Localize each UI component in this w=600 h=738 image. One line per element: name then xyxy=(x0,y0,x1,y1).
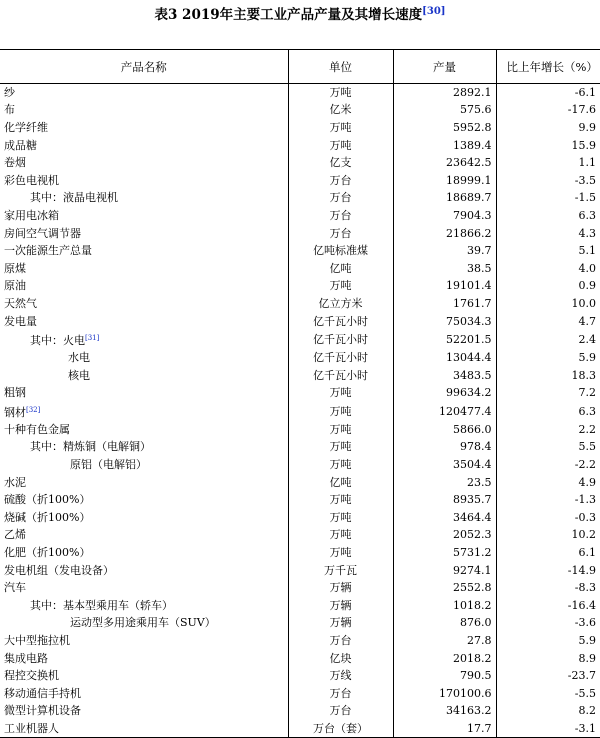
growth-cell: 5.5 xyxy=(496,438,600,456)
growth-cell: 5.9 xyxy=(496,349,600,367)
unit-cell: 亿吨 xyxy=(288,473,393,491)
table-row xyxy=(0,456,600,474)
product-name-cell xyxy=(0,702,288,720)
table-row xyxy=(0,473,600,491)
growth-cell: -17.6 xyxy=(496,101,600,119)
product-name-cell xyxy=(0,649,288,667)
product-name-cell xyxy=(0,189,288,207)
unit-cell: 万台 xyxy=(288,632,393,650)
table-row xyxy=(0,720,600,738)
table-row xyxy=(0,544,600,562)
product-name: 其中：火电 xyxy=(30,333,85,347)
header-unit: 单位 xyxy=(288,50,393,84)
product-name-cell xyxy=(0,207,288,225)
product-name-cell xyxy=(0,509,288,527)
growth-cell: 5.9 xyxy=(496,632,600,650)
header-growth: 比上年增长（%） xyxy=(496,50,600,84)
growth-cell: -1.3 xyxy=(496,491,600,509)
growth-cell: 9.9 xyxy=(496,119,600,137)
product-name: 烧碱（折100%） xyxy=(4,510,91,524)
header-row xyxy=(0,50,600,84)
product-name-cell xyxy=(0,349,288,367)
table-row xyxy=(0,84,600,102)
output-cell: 2552.8 xyxy=(393,579,496,597)
product-name-cell xyxy=(0,632,288,650)
output-cell: 7904.3 xyxy=(393,207,496,225)
product-name-cell xyxy=(0,402,288,421)
output-cell: 52201.5 xyxy=(393,330,496,349)
unit-cell: 万台 xyxy=(288,207,393,225)
growth-cell: -5.5 xyxy=(496,685,600,703)
table-row xyxy=(0,136,600,154)
growth-cell: 4.3 xyxy=(496,224,600,242)
output-cell: 1018.2 xyxy=(393,597,496,615)
product-name: 天然气 xyxy=(4,296,37,310)
unit-cell: 亿块 xyxy=(288,649,393,667)
output-cell: 5952.8 xyxy=(393,119,496,137)
unit-cell: 万吨 xyxy=(288,544,393,562)
growth-cell: 8.2 xyxy=(496,702,600,720)
product-name: 其中：基本型乘用车（轿车） xyxy=(30,598,173,612)
growth-cell: 10.0 xyxy=(496,295,600,313)
unit-cell: 万辆 xyxy=(288,614,393,632)
table-row xyxy=(0,438,600,456)
product-name-cell xyxy=(0,277,288,295)
product-name: 水电 xyxy=(68,351,90,365)
product-name-cell xyxy=(0,438,288,456)
output-cell: 876.0 xyxy=(393,614,496,632)
title-footnote-ref[interactable]: [30] xyxy=(422,6,446,17)
product-name: 原煤 xyxy=(4,261,26,275)
unit-cell: 万台 xyxy=(288,189,393,207)
product-name: 工业机器人 xyxy=(4,721,59,735)
product-name-cell xyxy=(0,421,288,439)
table-row xyxy=(0,259,600,277)
output-cell: 99634.2 xyxy=(393,384,496,402)
output-cell: 5731.2 xyxy=(393,544,496,562)
product-name: 硫酸（折100%） xyxy=(4,493,91,507)
product-name: 原铝（电解铝） xyxy=(70,458,147,472)
product-name-cell xyxy=(0,154,288,172)
growth-cell: 7.2 xyxy=(496,384,600,402)
unit-cell: 万吨 xyxy=(288,119,393,137)
growth-cell: -1.5 xyxy=(496,189,600,207)
table-row xyxy=(0,597,600,615)
output-cell: 1761.7 xyxy=(393,295,496,313)
product-name-cell xyxy=(0,242,288,260)
output-cell: 978.4 xyxy=(393,438,496,456)
unit-cell: 万千瓦 xyxy=(288,561,393,579)
unit-cell: 万吨 xyxy=(288,277,393,295)
output-cell: 27.8 xyxy=(393,632,496,650)
unit-cell: 亿吨标准煤 xyxy=(288,242,393,260)
output-cell: 34163.2 xyxy=(393,702,496,720)
output-cell: 9274.1 xyxy=(393,561,496,579)
product-name: 原油 xyxy=(4,279,26,293)
unit-cell: 万吨 xyxy=(288,526,393,544)
product-name: 运动型多用途乘用车（SUV） xyxy=(70,616,216,630)
table-row xyxy=(0,632,600,650)
table-row xyxy=(0,667,600,685)
product-name: 卷烟 xyxy=(4,156,26,170)
product-name: 大中型拖拉机 xyxy=(4,634,70,648)
table-row xyxy=(0,685,600,703)
unit-cell: 万吨 xyxy=(288,136,393,154)
growth-cell: -16.4 xyxy=(496,597,600,615)
product-name: 发电机组（发电设备） xyxy=(4,563,114,577)
product-name-cell xyxy=(0,101,288,119)
production-table xyxy=(0,49,600,738)
unit-cell: 万吨 xyxy=(288,384,393,402)
growth-cell: -6.1 xyxy=(496,84,600,102)
output-cell: 1389.4 xyxy=(393,136,496,154)
product-name-cell xyxy=(0,561,288,579)
unit-cell: 万吨 xyxy=(288,456,393,474)
growth-cell: -3.5 xyxy=(496,171,600,189)
product-name: 成品糖 xyxy=(4,138,37,152)
unit-cell: 万台 xyxy=(288,685,393,703)
table-row xyxy=(0,224,600,242)
product-name: 其中：精炼铜（电解铜） xyxy=(30,440,151,454)
table-row xyxy=(0,119,600,137)
table-row xyxy=(0,561,600,579)
growth-cell: 4.7 xyxy=(496,312,600,330)
output-cell: 3483.5 xyxy=(393,366,496,384)
unit-cell: 万台（套） xyxy=(288,720,393,738)
product-name-cell xyxy=(0,384,288,402)
unit-cell: 亿千瓦小时 xyxy=(288,330,393,349)
growth-cell: 4.0 xyxy=(496,259,600,277)
header-product-name: 产品名称 xyxy=(0,50,288,84)
table-row xyxy=(0,421,600,439)
unit-cell: 万线 xyxy=(288,667,393,685)
unit-cell: 万吨 xyxy=(288,491,393,509)
footnote-ref[interactable]: [31] xyxy=(85,333,100,342)
product-name: 化肥（折100%） xyxy=(4,546,91,560)
growth-cell: -3.6 xyxy=(496,614,600,632)
table-row xyxy=(0,526,600,544)
growth-cell: -2.2 xyxy=(496,456,600,474)
output-cell: 18999.1 xyxy=(393,171,496,189)
product-name: 粗钢 xyxy=(4,386,26,400)
growth-cell: 15.9 xyxy=(496,136,600,154)
unit-cell: 万吨 xyxy=(288,402,393,421)
product-name: 钢材 xyxy=(4,405,26,419)
growth-cell: 10.2 xyxy=(496,526,600,544)
table-row xyxy=(0,295,600,313)
output-cell: 3504.4 xyxy=(393,456,496,474)
product-name-cell xyxy=(0,330,288,349)
table-row xyxy=(0,277,600,295)
product-name: 水泥 xyxy=(4,475,26,489)
product-name-cell xyxy=(0,84,288,102)
unit-cell: 亿千瓦小时 xyxy=(288,312,393,330)
product-name-cell xyxy=(0,597,288,615)
table-row xyxy=(0,154,600,172)
table-title-text: 表3 2019年主要工业产品产量及其增长速度 xyxy=(154,7,423,23)
output-cell: 5866.0 xyxy=(393,421,496,439)
growth-cell: -3.1 xyxy=(496,720,600,738)
product-name-cell xyxy=(0,491,288,509)
product-name-cell xyxy=(0,579,288,597)
product-name: 汽车 xyxy=(4,581,26,595)
output-cell: 2052.3 xyxy=(393,526,496,544)
unit-cell: 亿支 xyxy=(288,154,393,172)
product-name: 集成电路 xyxy=(4,651,48,665)
output-cell: 38.5 xyxy=(393,259,496,277)
output-cell: 13044.4 xyxy=(393,349,496,367)
growth-cell: 0.9 xyxy=(496,277,600,295)
unit-cell: 万辆 xyxy=(288,597,393,615)
unit-cell: 亿千瓦小时 xyxy=(288,349,393,367)
table-row xyxy=(0,330,600,349)
output-cell: 2018.2 xyxy=(393,649,496,667)
unit-cell: 亿吨 xyxy=(288,259,393,277)
product-name: 一次能源生产总量 xyxy=(4,244,92,258)
product-name-cell xyxy=(0,456,288,474)
growth-cell: 6.3 xyxy=(496,402,600,421)
output-cell: 2892.1 xyxy=(393,84,496,102)
output-cell: 23.5 xyxy=(393,473,496,491)
product-name-cell xyxy=(0,259,288,277)
output-cell: 39.7 xyxy=(393,242,496,260)
product-name: 布 xyxy=(4,103,15,117)
unit-cell: 亿立方米 xyxy=(288,295,393,313)
unit-cell: 亿千瓦小时 xyxy=(288,366,393,384)
unit-cell: 万吨 xyxy=(288,438,393,456)
product-name-cell xyxy=(0,667,288,685)
product-name-cell xyxy=(0,685,288,703)
table-row xyxy=(0,491,600,509)
output-cell: 170100.6 xyxy=(393,685,496,703)
output-cell: 3464.4 xyxy=(393,509,496,527)
table-row xyxy=(0,312,600,330)
growth-cell: 4.9 xyxy=(496,473,600,491)
header-output: 产量 xyxy=(393,50,496,84)
product-name-cell xyxy=(0,171,288,189)
unit-cell: 万吨 xyxy=(288,84,393,102)
table-row xyxy=(0,402,600,421)
unit-cell: 万辆 xyxy=(288,579,393,597)
product-name-cell xyxy=(0,544,288,562)
product-name-cell xyxy=(0,720,288,738)
product-name-cell xyxy=(0,136,288,154)
table-row xyxy=(0,366,600,384)
unit-cell: 万台 xyxy=(288,224,393,242)
table-row xyxy=(0,649,600,667)
output-cell: 18689.7 xyxy=(393,189,496,207)
product-name: 核电 xyxy=(68,368,90,382)
product-name-cell xyxy=(0,526,288,544)
growth-cell: 5.1 xyxy=(496,242,600,260)
table-row xyxy=(0,171,600,189)
product-name: 发电量 xyxy=(4,314,37,328)
product-name-cell xyxy=(0,312,288,330)
table-row xyxy=(0,349,600,367)
unit-cell: 万吨 xyxy=(288,421,393,439)
product-name-cell xyxy=(0,224,288,242)
growth-cell: -23.7 xyxy=(496,667,600,685)
table-row xyxy=(0,384,600,402)
table-row xyxy=(0,579,600,597)
output-cell: 575.6 xyxy=(393,101,496,119)
table-row xyxy=(0,614,600,632)
product-name-cell xyxy=(0,614,288,632)
growth-cell: 6.1 xyxy=(496,544,600,562)
growth-cell: -14.9 xyxy=(496,561,600,579)
product-name: 房间空气调节器 xyxy=(4,226,81,240)
product-name-cell xyxy=(0,295,288,313)
product-name-cell xyxy=(0,366,288,384)
table-row xyxy=(0,509,600,527)
product-name: 化学纤维 xyxy=(4,120,48,134)
table-row xyxy=(0,189,600,207)
product-name: 十种有色金属 xyxy=(4,422,70,436)
output-cell: 19101.4 xyxy=(393,277,496,295)
output-cell: 8935.7 xyxy=(393,491,496,509)
product-name: 彩色电视机 xyxy=(4,173,59,187)
table-title xyxy=(0,0,600,24)
product-name: 乙烯 xyxy=(4,528,26,542)
growth-cell: 18.3 xyxy=(496,366,600,384)
product-name: 家用电冰箱 xyxy=(4,208,59,222)
footnote-ref[interactable]: [32] xyxy=(26,405,41,414)
growth-cell: 1.1 xyxy=(496,154,600,172)
product-name: 程控交换机 xyxy=(4,669,59,683)
unit-cell: 万台 xyxy=(288,171,393,189)
table-body xyxy=(0,84,600,738)
product-name-cell xyxy=(0,119,288,137)
output-cell: 120477.4 xyxy=(393,402,496,421)
table-row xyxy=(0,702,600,720)
table-row xyxy=(0,242,600,260)
growth-cell: 2.2 xyxy=(496,421,600,439)
product-name-cell xyxy=(0,473,288,491)
product-name: 纱 xyxy=(4,86,15,100)
growth-cell: -0.3 xyxy=(496,509,600,527)
table-row xyxy=(0,207,600,225)
output-cell: 21866.2 xyxy=(393,224,496,242)
product-name: 其中：液晶电视机 xyxy=(30,191,118,205)
growth-cell: 6.3 xyxy=(496,207,600,225)
output-cell: 23642.5 xyxy=(393,154,496,172)
unit-cell: 亿米 xyxy=(288,101,393,119)
growth-cell: 8.9 xyxy=(496,649,600,667)
output-cell: 17.7 xyxy=(393,720,496,738)
growth-cell: -8.3 xyxy=(496,579,600,597)
unit-cell: 万吨 xyxy=(288,509,393,527)
growth-cell: 2.4 xyxy=(496,330,600,349)
product-name: 微型计算机设备 xyxy=(4,704,81,718)
table-row xyxy=(0,101,600,119)
output-cell: 75034.3 xyxy=(393,312,496,330)
unit-cell: 万台 xyxy=(288,702,393,720)
product-name: 移动通信手持机 xyxy=(4,686,81,700)
output-cell: 790.5 xyxy=(393,667,496,685)
